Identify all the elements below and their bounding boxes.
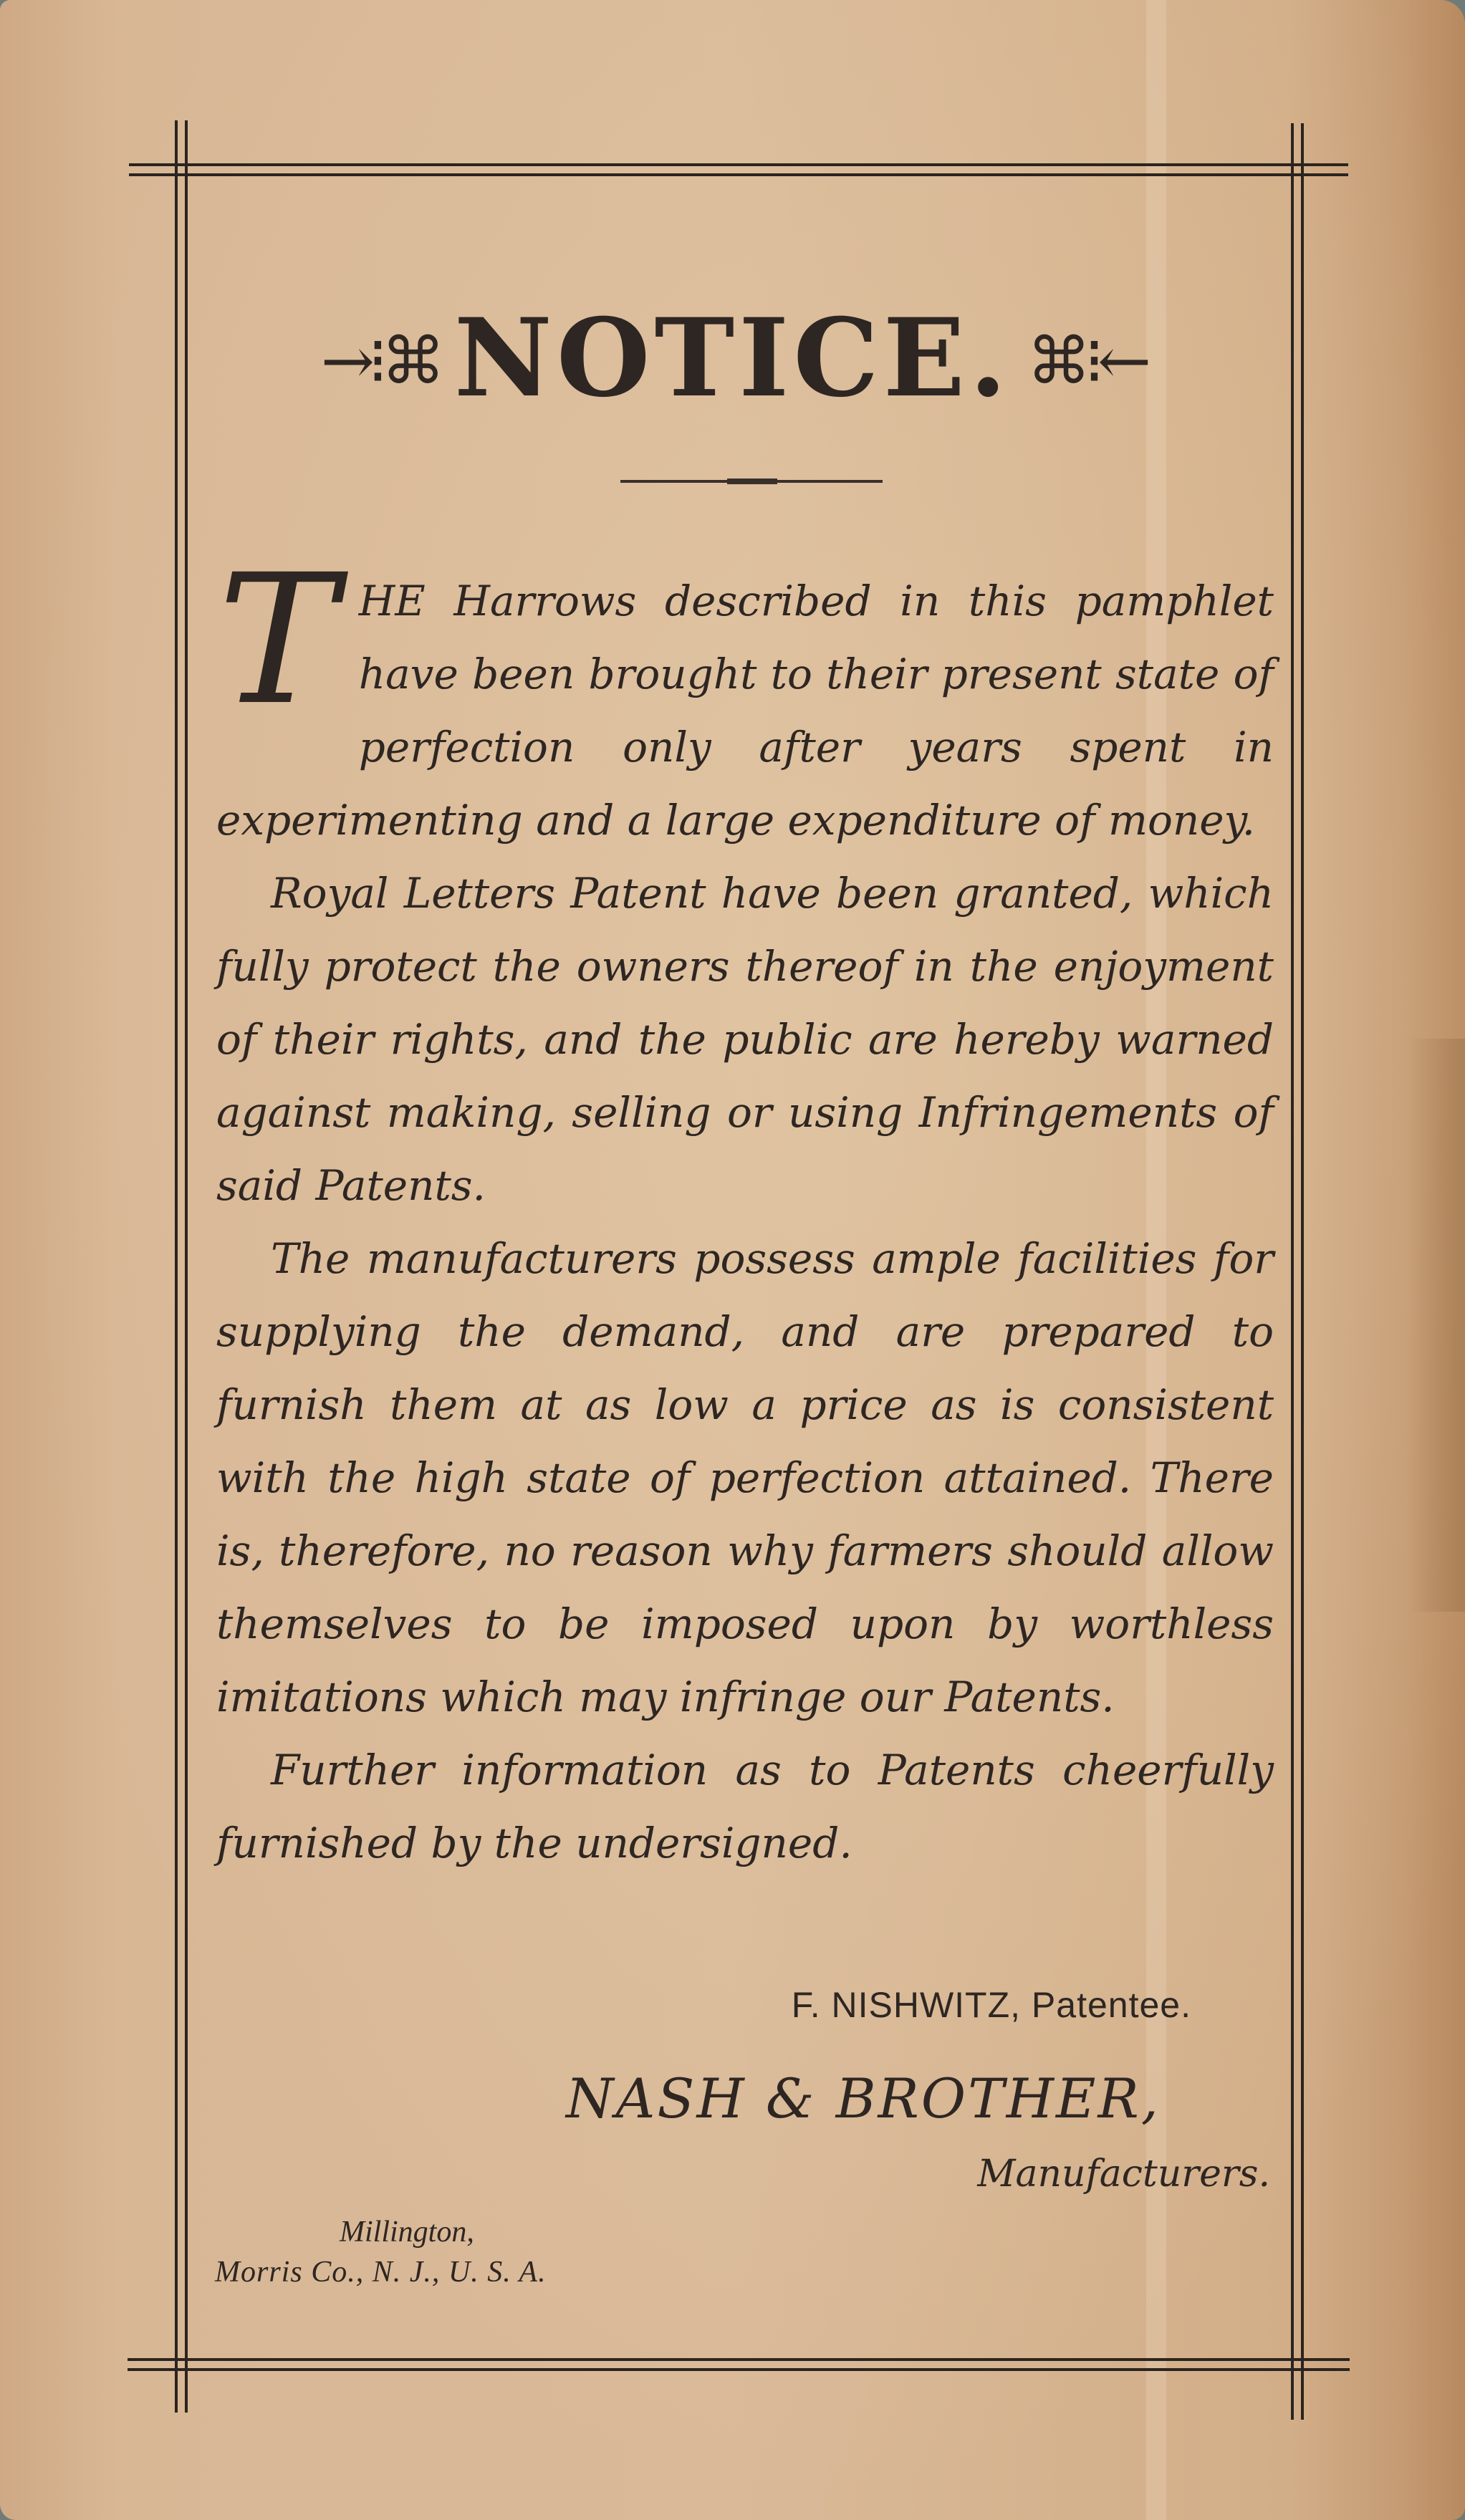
place-line-1: Millington, xyxy=(340,2216,474,2249)
paragraph-3: The manufacturers possess ample facilities for supplying the demand, and are prepared to furnish them at as low a price as is consistent with the high state of perfection attained. There is, therefore, no reason why farmers should allow themselves to be imposed upon by worthless imitations which may infringe our Patents. xyxy=(216,1234,1274,1721)
patentee-signature: F. NISHWITZ, Patentee. xyxy=(791,1985,1191,2025)
drop-cap: T xyxy=(218,536,337,744)
border-left-inner xyxy=(185,120,188,2413)
border-top-outer xyxy=(129,163,1348,166)
border-top-inner xyxy=(129,173,1348,176)
border-bottom-inner xyxy=(128,2358,1350,2361)
place-line-2: Morris Co., N. J., U. S. A. xyxy=(215,2256,547,2289)
border-bottom-outer xyxy=(128,2368,1350,2371)
right-ornament-icon: ⌘⁝← xyxy=(1027,324,1145,400)
notice-body xyxy=(216,536,1274,1880)
left-ornament-icon: →⁝⌘ xyxy=(320,324,438,400)
notice-title: NOTICE. xyxy=(453,295,1012,421)
paragraph-4: Further information as to Patents cheerfully furnished by the undersigned. xyxy=(216,1746,1274,1867)
paragraph-1-text: HE Harrows described in this pamphlet have been brought to their present state of perfection only after years spent in experimenting and a large expenditure of money. xyxy=(216,577,1274,845)
paragraph-1 xyxy=(216,536,1274,857)
paragraph-2: Royal Letters Patent have been granted, which fully protect the owners thereof in the enjoyment of their rights, and the public are hereby warned against making, selling or using Infringements of said Patents. xyxy=(216,869,1274,1210)
title-rule-center xyxy=(727,478,777,484)
border-left-outer xyxy=(175,120,178,2413)
manufacturer-name: NASH & BROTHER, xyxy=(566,2067,1161,2130)
border-right-inner xyxy=(1291,123,1294,2420)
manufacturer-role: Manufacturers. xyxy=(977,2153,1270,2196)
notice-title-block xyxy=(0,295,1465,425)
edge-stain xyxy=(1408,1039,1465,1612)
border-right-outer xyxy=(1301,123,1304,2420)
